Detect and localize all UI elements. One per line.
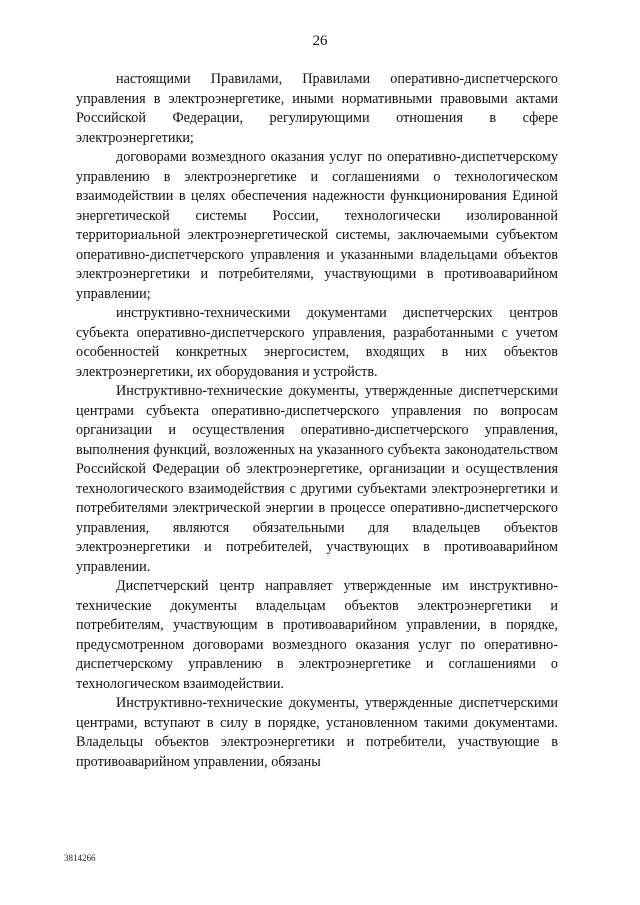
paragraph-4: Инструктивно-технические документы, утвержденные диспетчерскими центрами субъекта оперативно-диспетчерского управления по вопросам организации и осуществления оперативно-диспетчерского управления, выполнения функций, возложенных на указанного субъекта законодательством Российской Федерации об электроэнергетике, организации и осуществления технологического взаимодействия с другими субъектами электроэнергетики и потребителями электрической энергии в процессе оперативно-диспетчерского управления, являются обязательными для владельцев объектов электроэнергетики и потребителей, участвующих в противоаварийном управлении. <box>76 383 558 575</box>
paragraph-6: Инструктивно-технические документы, утвержденные диспетчерскими центрами, вступают в силу в порядке, установленном такими документами. Владельцы объектов электроэнергетики и потребители, участвующие в противоаварийном управлении, обязаны <box>76 695 558 770</box>
page-number: 26 <box>312 33 328 49</box>
paragraph-2: договорами возмездного оказания услуг по оперативно-диспетчерскому управлению в электроэнергетике и соглашениями о технологическом взаимодействии в целях обеспечения надежности функционирования Единой энергетической системы России, технологически изолированной территориальной электроэнергетической системы, заключаемыми субъектом оперативно-диспетчерского управления и указанными владельцами объектов электроэнергетики и потребителями, участвующими в противоаварийном управлении; <box>76 149 558 302</box>
paragraph-5: Диспетчерский центр направляет утвержденные им инструктивно-технические документы владельцам объектов электроэнергетики и потребителям, участвующим в противоаварийном управлении, в порядке, предусмотренном договорами возмездного оказания услуг по оперативно-диспетчерскому управлению в электроэнергетике и соглашениями о технологическом взаимодействии. <box>76 578 558 692</box>
paragraph-3: инструктивно-техническими документами диспетчерских центров субъекта оперативно-диспетчерского управления, разработанными с учетом особенностей конкретных энергосистем, входящих в них объектов электроэнергетики, их оборудования и устройств. <box>76 305 558 380</box>
document-code: 3814266 <box>64 853 96 863</box>
document-body <box>76 70 558 772</box>
paragraph-1: настоящими Правилами, Правилами оперативно-диспетчерского управления в электроэнергетике, иными нормативными правовыми актами Российской Федерации, регулирующими отношения в сфере электроэнергетики; <box>76 71 558 146</box>
